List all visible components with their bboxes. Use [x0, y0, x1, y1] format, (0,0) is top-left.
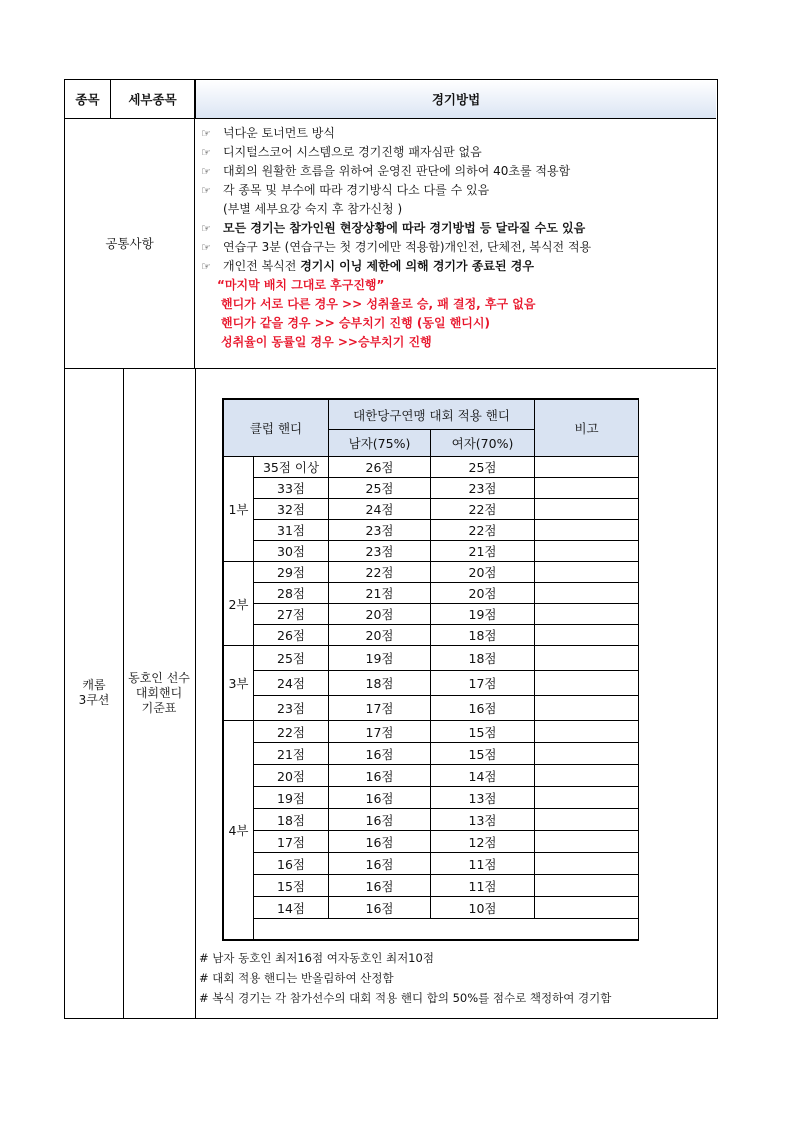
male-handicap-cell: 22점	[329, 562, 431, 583]
table-row	[224, 787, 639, 809]
club-handicap-cell: 33점	[254, 478, 329, 499]
table-row	[224, 562, 639, 583]
pointing-hand-icon: ☞	[201, 260, 211, 273]
club-handicap-cell: 17점	[254, 831, 329, 853]
male-handicap-cell: 16점	[329, 765, 431, 787]
club-handicap-cell: 28점	[254, 583, 329, 604]
common-note-text: 넉다운 토너먼트 방식	[223, 126, 335, 140]
note-cell	[535, 696, 639, 721]
division-label: 1부	[224, 457, 254, 562]
club-handicap-cell: 18점	[254, 809, 329, 831]
club-handicap-cell: 14점	[254, 897, 329, 919]
handicap-table-frame	[222, 398, 639, 941]
footnotes	[199, 948, 699, 1008]
note-cell	[535, 721, 639, 743]
female-handicap-cell: 18점	[431, 646, 535, 671]
club-handicap-cell: 21점	[254, 743, 329, 765]
female-header: 여자(70%)	[431, 430, 535, 457]
header-event: 종목	[65, 80, 111, 118]
note-cell	[535, 562, 639, 583]
common-note-text: 디지털스코어 시스템으로 경기진행 패자심판 없음	[223, 145, 482, 159]
table-row	[224, 897, 639, 919]
table-row	[224, 625, 639, 646]
male-handicap-cell: 17점	[329, 696, 431, 721]
club-handicap-cell: 32점	[254, 499, 329, 520]
carom-label	[65, 368, 124, 1018]
header-sub-event: 세부종목	[111, 80, 195, 118]
club-handicap-cell: 16점	[254, 853, 329, 875]
common-note-text: 대회의 원활한 흐름을 위하여 운영진 판단에 의하여 40초룰 적용함	[223, 164, 571, 178]
note-cell	[535, 809, 639, 831]
female-handicap-cell: 15점	[431, 721, 535, 743]
footnote: # 대회 적용 핸디는 반올림하여 산정함	[199, 971, 394, 985]
female-handicap-cell: 13점	[431, 809, 535, 831]
handicap-table	[223, 399, 639, 940]
female-handicap-cell: 20점	[431, 583, 535, 604]
assoc-handicap-header: 대한당구연맹 대회 적용 핸디	[329, 400, 535, 430]
club-handicap-cell: 24점	[254, 671, 329, 696]
club-handicap-cell: 35점 이상	[254, 457, 329, 478]
note-header: 비고	[535, 400, 639, 457]
common-rules-row	[65, 118, 716, 369]
male-handicap-cell: 16점	[329, 875, 431, 897]
table-row	[224, 831, 639, 853]
common-note-text: 모든 경기는 참가인원 현장상황에 따라 경기방법 등 달라질 수도 있음	[223, 221, 586, 235]
male-handicap-cell: 16점	[329, 853, 431, 875]
male-handicap-cell: 19점	[329, 646, 431, 671]
carom-label-line1: 캐롬	[82, 678, 106, 692]
common-note	[201, 200, 711, 219]
male-handicap-cell: 24점	[329, 499, 431, 520]
female-handicap-cell: 25점	[431, 457, 535, 478]
note-cell	[535, 831, 639, 853]
pointing-hand-icon: ☞	[201, 241, 211, 254]
male-handicap-cell: 16점	[329, 743, 431, 765]
note-cell	[535, 457, 639, 478]
club-handicap-cell: 23점	[254, 696, 329, 721]
common-note-text: 각 종목 및 부수에 따라 경기방식 다소 다를 수 있음	[223, 183, 490, 197]
male-handicap-cell: 26점	[329, 457, 431, 478]
male-handicap-cell: 23점	[329, 520, 431, 541]
common-note	[201, 257, 711, 276]
female-handicap-cell: 21점	[431, 541, 535, 562]
male-handicap-cell: 20점	[329, 625, 431, 646]
female-handicap-cell: 17점	[431, 671, 535, 696]
note-cell	[535, 520, 639, 541]
note-cell	[535, 765, 639, 787]
female-handicap-cell: 10점	[431, 897, 535, 919]
female-handicap-cell: 11점	[431, 853, 535, 875]
male-handicap-cell: 20점	[329, 604, 431, 625]
note-cell	[535, 743, 639, 765]
table-row	[224, 671, 639, 696]
note-cell	[535, 787, 639, 809]
table-row	[224, 478, 639, 499]
table-row	[224, 765, 639, 787]
common-note	[201, 124, 711, 143]
male-handicap-cell: 21점	[329, 583, 431, 604]
handicap-label-line3: 기준표	[141, 700, 177, 715]
table-row	[224, 721, 639, 743]
female-handicap-cell: 12점	[431, 831, 535, 853]
female-handicap-cell: 23점	[431, 478, 535, 499]
common-note	[201, 238, 711, 257]
handicap-label-line1: 동호인 선수	[128, 670, 190, 685]
table-row	[224, 499, 639, 520]
note-cell	[535, 499, 639, 520]
table-row	[224, 457, 639, 478]
common-note-text: (부별 세부요강 숙지 후 참가신청 )	[223, 202, 403, 216]
female-handicap-cell: 22점	[431, 499, 535, 520]
note-cell	[535, 583, 639, 604]
table-row-empty	[224, 919, 639, 940]
carom-label-line2: 3쿠션	[78, 693, 110, 707]
table-row	[224, 520, 639, 541]
female-handicap-cell: 16점	[431, 696, 535, 721]
male-handicap-cell: 16점	[329, 787, 431, 809]
common-note-text: 연습구 3분 (연습구는 첫 경기에만 적용함)개인전, 단체전, 복식전 적용	[223, 240, 592, 254]
female-handicap-cell: 14점	[431, 765, 535, 787]
female-handicap-cell: 22점	[431, 520, 535, 541]
footnote: # 복식 경기는 각 참가선수의 대회 적용 핸디 합의 50%를 점수로 책정하여 경기함	[199, 991, 612, 1005]
club-handicap-cell: 30점	[254, 541, 329, 562]
male-handicap-cell: 23점	[329, 541, 431, 562]
male-handicap-cell: 16점	[329, 897, 431, 919]
club-handicap-cell: 20점	[254, 765, 329, 787]
female-handicap-cell: 19점	[431, 604, 535, 625]
pointing-hand-icon: ☞	[201, 184, 211, 197]
empty-cell	[254, 919, 639, 940]
common-note-emphasis: 경기시 이닝 제한에 의해 경기가 종료된 경우	[300, 259, 534, 273]
club-handicap-cell: 27점	[254, 604, 329, 625]
division-label: 3부	[224, 646, 254, 721]
common-rules-label: 공통사항	[65, 118, 195, 368]
pointing-hand-icon: ☞	[201, 146, 211, 159]
male-handicap-cell: 17점	[329, 721, 431, 743]
table-row	[224, 646, 639, 671]
table-row	[224, 853, 639, 875]
table-row	[224, 604, 639, 625]
footnote: # 남자 동호인 최저16점 여자동호인 최저10점	[199, 951, 434, 965]
club-handicap-cell: 22점	[254, 721, 329, 743]
female-handicap-cell: 20점	[431, 562, 535, 583]
common-rules-notes	[201, 124, 711, 352]
note-cell	[535, 671, 639, 696]
club-handicap-cell: 15점	[254, 875, 329, 897]
male-handicap-cell: 18점	[329, 671, 431, 696]
red-rule-line: “마지막 배치 그대로 후구진행”	[217, 278, 385, 292]
table-row	[224, 696, 639, 721]
male-handicap-cell: 16점	[329, 831, 431, 853]
female-handicap-cell: 13점	[431, 787, 535, 809]
table-row	[224, 743, 639, 765]
note-cell	[535, 625, 639, 646]
rules-table	[64, 79, 718, 1019]
division-label: 2부	[224, 562, 254, 646]
red-rule-line: 핸디가 같을 경우 >> 승부치기 진행 (동일 핸디시)	[221, 316, 490, 330]
male-handicap-cell: 25점	[329, 478, 431, 499]
note-cell	[535, 604, 639, 625]
common-note	[201, 219, 711, 238]
common-note	[201, 143, 711, 162]
pointing-hand-icon: ☞	[201, 222, 211, 235]
male-header: 남자(75%)	[329, 430, 431, 457]
club-handicap-cell: 25점	[254, 646, 329, 671]
note-cell	[535, 646, 639, 671]
female-handicap-cell: 18점	[431, 625, 535, 646]
carom-row	[65, 368, 716, 1018]
female-handicap-cell: 11점	[431, 875, 535, 897]
table-row	[224, 875, 639, 897]
pointing-hand-icon: ☞	[201, 127, 211, 140]
header-method: 경기방법	[195, 80, 716, 118]
club-handicap-header: 클럽 핸디	[224, 400, 329, 457]
red-rule-line: 성취율이 동률일 경우 >>승부치기 진행	[221, 335, 432, 349]
handicap-label-line2: 대회핸디	[135, 685, 183, 700]
club-handicap-cell: 29점	[254, 562, 329, 583]
table-row	[224, 583, 639, 604]
note-cell	[535, 897, 639, 919]
club-handicap-cell: 19점	[254, 787, 329, 809]
common-note	[201, 181, 711, 200]
division-label: 4부	[224, 721, 254, 940]
handicap-label	[123, 368, 196, 1018]
table-header	[65, 80, 716, 119]
common-note	[201, 162, 711, 181]
club-handicap-cell: 31점	[254, 520, 329, 541]
note-cell	[535, 478, 639, 499]
common-note-text: 개인전 복식전	[223, 259, 301, 273]
note-cell	[535, 541, 639, 562]
pointing-hand-icon: ☞	[201, 165, 211, 178]
red-rule-line: 핸디가 서로 다른 경우 >> 성취율로 승, 패 결정, 후구 없음	[221, 297, 536, 311]
table-row	[224, 541, 639, 562]
male-handicap-cell: 16점	[329, 809, 431, 831]
female-handicap-cell: 15점	[431, 743, 535, 765]
club-handicap-cell: 26점	[254, 625, 329, 646]
note-cell	[535, 853, 639, 875]
note-cell	[535, 875, 639, 897]
table-row	[224, 809, 639, 831]
